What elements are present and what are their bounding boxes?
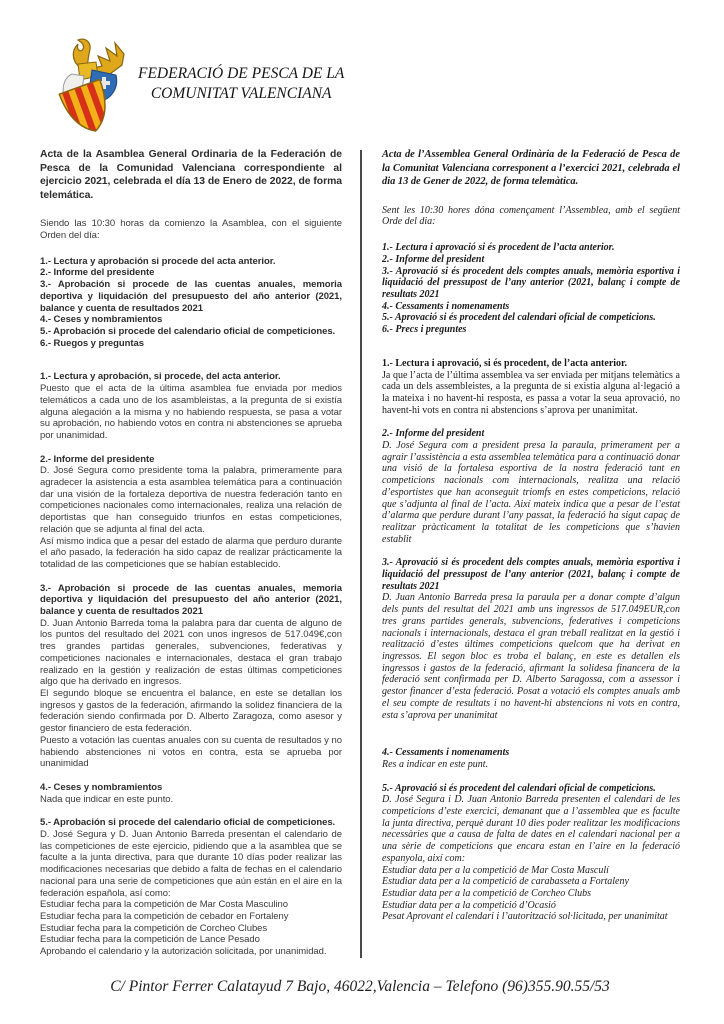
agenda-item: 5.- Aprovació si és procedent del calendari oficial de competicions. bbox=[382, 312, 656, 324]
section-paragraph: Estudiar data per a la competició d’Ocasió bbox=[382, 899, 556, 911]
agenda-item: 2.- Informe del presidente bbox=[40, 267, 155, 279]
footer-address: C/ Pintor Ferrer Calatayud 7 Bajo, 46022,Valencia – Telefono (96)355.90.55/53 bbox=[110, 978, 610, 995]
section-5-es bbox=[40, 817, 342, 957]
section-2-es bbox=[40, 454, 342, 571]
agenda-va bbox=[382, 242, 680, 336]
section-paragraph: Ja que l’acta de l’última assemblea va ser enviada per mitjans telemàtics a cada un dels assembleistes, a la pregunta de si existia alguna al·legació a la mateixa i no havent-hi resposta, es passa a votar la seua aprovació, no havent-hi vots en contra ni abstencions s’aprova per unanimitat. bbox=[382, 369, 680, 416]
doc-title-es: Acta de la Asamblea General Ordinaria de la Federación de Pesca de la Comunidad Valenciana correspondiente al ejercicio 2021, celebrada el día 13 de Enero de 2022, de forma telemática. bbox=[40, 149, 342, 201]
agenda-item: 5.- Aprobación si procede del calendario oficial de competiciones. bbox=[40, 326, 336, 337]
section-paragraph: Estudiar data per a la competició de carabasseta a Fortaleny bbox=[382, 876, 629, 888]
section-paragraph: Así mismo indica que a pesar del estado de alarma que perduro durante el año pasado, la federación ha sido capaz de realizar prácticamente la totalidad de las competiciones que se habían establecido. bbox=[40, 535, 342, 570]
section-3-es bbox=[40, 583, 342, 770]
section-4-va bbox=[382, 747, 680, 770]
section-heading: 2.- Informe del presidente bbox=[40, 453, 155, 465]
agenda-item: 1.- Lectura y aprobación si procede del acta anterior. bbox=[40, 255, 276, 267]
section-paragraph: D. José Segura y D. Juan Antonio Barreda presentan el calendario de las competiciones de este ejercicio, pidiendo que a la asamblea que se faculte a la junta directiva, para que durante 10 días poder realizar las modificaciones necesarias que debido a falta de fechas en el calendario nacional para una serie de competiciones que aún están en el aire en la federación española, así como: bbox=[40, 829, 342, 899]
intro-es: Siendo las 10:30 horas da comienzo la Asamblea, con el siguiente Orden del día: bbox=[40, 218, 342, 242]
section-paragraph: D. Juan Antonio Barreda toma la palabra para dar cuenta de alguno de los puntos del resultado del 2021 con unos ingresos de 517.049€,con tres grandes partidas generales, subvenciones, federativas y competiciones nacionales e internacionales, destaca el gran trabajo realizado en la gestión y realización de estas últimas competiciones algo que ha derivado en ingresos. bbox=[40, 617, 342, 688]
section-heading: 2.- Informe del president bbox=[382, 428, 485, 440]
doc-title-va: Acta de l’Assemblea General Ordinària de la Federació de Pesca de la Comunitat Valenciana corresponent a l’exercici 2021, celebrada el dia 13 de Gener de 2022, de forma telemàtica. bbox=[382, 149, 680, 188]
section-heading: 3.- Aprovació si és procedent dels comptes anuals, memòria esportiva i liquidació del pressupost de l’any anterior (2021, balanç i compte de resultats 2021 bbox=[382, 557, 680, 592]
section-paragraph: Estudiar data per a la competició de Mar Costa Masculí bbox=[382, 864, 609, 876]
section-5-va bbox=[382, 783, 680, 923]
section-paragraph: Estudiar fecha para la competición de cebador en Fortaleny bbox=[40, 910, 289, 922]
spanish-column bbox=[40, 148, 342, 958]
section-paragraph: D. José Segura com a president presa la paraula, primerament per a agrair l’assistència a esta assemblea telemàtica para a continuació donar una visió de la fortalesa esportiva de la nostra federació tant en competicions nacionals com internacionals, realitza una relació d’esportistes que han aconseguit triomfs en estes competicions, relació que s’adjunta al final de l’acta. Així mateix indica que a pesar de l’estat d’alarma que perdure durant l’any passat, la federació ha sigut capaç de realitzar pràcticament la totalitat de les competicions que s’havien establit bbox=[382, 440, 680, 545]
agenda-item: 1.- Lectura i aprovació si és procedent de l’acta anterior. bbox=[382, 242, 615, 254]
section-4-es bbox=[40, 782, 342, 805]
section-paragraph: Aprobando el calendario y la autorización solicitada, por unanimidad. bbox=[40, 946, 327, 958]
section-paragraph: Nada que indicar en este punto. bbox=[40, 793, 174, 805]
section-paragraph: Puesto a votación las cuentas anuales con su cuenta de resultados y no habiendo abstenciones ni votos en contra, esta se aprueba por unanimidad bbox=[40, 734, 342, 770]
agenda-item: 3.- Aprobación si procede de las cuentas anuales, memoria deportiva y liquidación del presupuesto del año anterior (2021, balance y cuenta de resultados 2021 bbox=[40, 279, 342, 314]
section-paragraph: El segundo bloque se encuentra el balance, en este se detallan los ingresos y gastos de la federación, afirmando la solidez financiera de la federación siendo confirmada por D. Alberto Zaragoza, como asesor y gestor financiero de esta federación. bbox=[40, 687, 342, 735]
section-paragraph: Estudiar fecha para la competición de Mar Costa Masculino bbox=[40, 899, 288, 911]
agenda-item: 6.- Precs i preguntes bbox=[382, 324, 467, 336]
section-paragraph: D. José Segura i D. Juan Antonio Barreda presenten el calendari de les competicions d’este exercici, demanant que a l’assemblea que es faculte la junta directiva, perquè durant 10 dies poder realitzar les modificacions necessàries que a causa de falta de dates en el calendari nacional per a una sèrie de competicions que encara estan en l’aire en la federació espanyola, així com: bbox=[382, 794, 680, 864]
organization-name-line2: COMUNITAT VALENCIANA bbox=[150, 84, 332, 102]
federation-crest-logo bbox=[42, 34, 134, 143]
agenda-item: 6.- Ruegos y preguntas bbox=[40, 337, 144, 349]
section-paragraph: Estudiar data per a la competició de Corcheo Clubs bbox=[382, 887, 592, 899]
agenda-item: 4.- Ceses y nombramientos bbox=[40, 314, 163, 326]
section-1-va bbox=[382, 358, 680, 417]
section-paragraph: D. Juan Antonio Barreda presa la paraula per a donar compte d’algun dels punts del resultat del 2021 amb uns ingressos de 517.049EUR,con tres grans partides generals, subvencions, federatives i competicions nacionals i internacionals, destaca el gran treball realitzat en la gestió i realització d’estes últimes competicions quelcom que ha derivat en ingressos. El segon bloc es troba el balanç, en este es detallen els ingressos i gastos de la federació, afirmant la solidesa financera de la federació sent confirmada per D. Alberto Saragossa, com a assessor i gestor financer d’esta federació. Posat a votació els comptes anuals amb el seu compte de resultats i no havent-hi abstencions ni vots en contra, esta s’aprova per unanimitat bbox=[382, 592, 680, 721]
section-paragraph: Res a indicar en este punt. bbox=[382, 758, 489, 770]
section-heading: 4.- Cessaments i nomenaments bbox=[382, 747, 510, 759]
section-paragraph: Puesto que el acta de la última asamblea fue enviada por medios telemáticos a cada uno de los asambleistas, a la pregunta de si existía alguna alegación a la misma y no habiendo respuesta, se pasa a votar su aprobación, no habiendo votos en contra ni abstenciones se aprueba por unanimidad. bbox=[40, 383, 342, 441]
section-paragraph: Pesat Aprovant el calendari i l’autorització sol·licitada, per unanimitat bbox=[382, 911, 668, 923]
page-footer bbox=[40, 970, 680, 1024]
section-1-es bbox=[40, 371, 342, 441]
section-paragraph: Estudiar fecha para la competición de Lance Pesado bbox=[40, 934, 260, 946]
column-divider bbox=[360, 150, 362, 958]
organization-name bbox=[138, 64, 344, 103]
section-3-va bbox=[382, 557, 680, 721]
section-heading: 3.- Aprobación si procede de las cuentas anuales, memoria deportiva y liquidación del presupuesto del año anterior (2021, balance y cuenta de resultados 2021 bbox=[40, 582, 342, 618]
section-heading: 1.- Lectura y aprobación, si procede, del acta anterior. bbox=[40, 371, 281, 383]
section-paragraph: D. José Segura como presidente toma la palabra, primeramente para agradecer la asistencia a esta asamblea telemática para a continuación dar una visión de la fortaleza deportiva de nuestra federación tanto en competiciones nacionales como internacionales, realiza una relación de deportistas que han conseguido triunfos en estas competiciones, relación que se adjunta al final del acta. bbox=[40, 465, 342, 535]
document-body bbox=[40, 148, 680, 958]
section-2-va bbox=[382, 428, 680, 545]
agenda-item: 2.- Informe del president bbox=[382, 253, 485, 265]
section-heading: 4.- Ceses y nombramientos bbox=[40, 781, 163, 793]
section-heading: 5.- Aprobación si procede del calendario oficial de competiciones. bbox=[40, 817, 336, 829]
section-paragraph: Estudiar fecha para la competición de Corcheo Clubes bbox=[40, 922, 268, 934]
organization-name-line1: FEDERACIÓ DE PESCA DE LA bbox=[138, 65, 345, 82]
valencian-column bbox=[382, 148, 680, 958]
agenda-item: 3.- Aprovació si és procedent dels comptes anuals, memòria esportiva i liquidació del pressupost de l’any anterior (2021, balanç i compte de resultats 2021 bbox=[382, 265, 680, 300]
intro-va: Sent les 10:30 hores dóna començament l’Assemblea, amb el següent Orde del dia: bbox=[382, 204, 680, 228]
section-heading: 5.- Aprovació si és procedent del calendari oficial de competicions. bbox=[382, 782, 656, 794]
agenda-item: 4.- Cessaments i nomenaments bbox=[382, 300, 510, 312]
agenda-es bbox=[40, 256, 342, 350]
letterhead bbox=[40, 34, 680, 142]
section-heading: 1.- Lectura i aprovació, si és procedent, de l’acta anterior. bbox=[382, 357, 628, 369]
